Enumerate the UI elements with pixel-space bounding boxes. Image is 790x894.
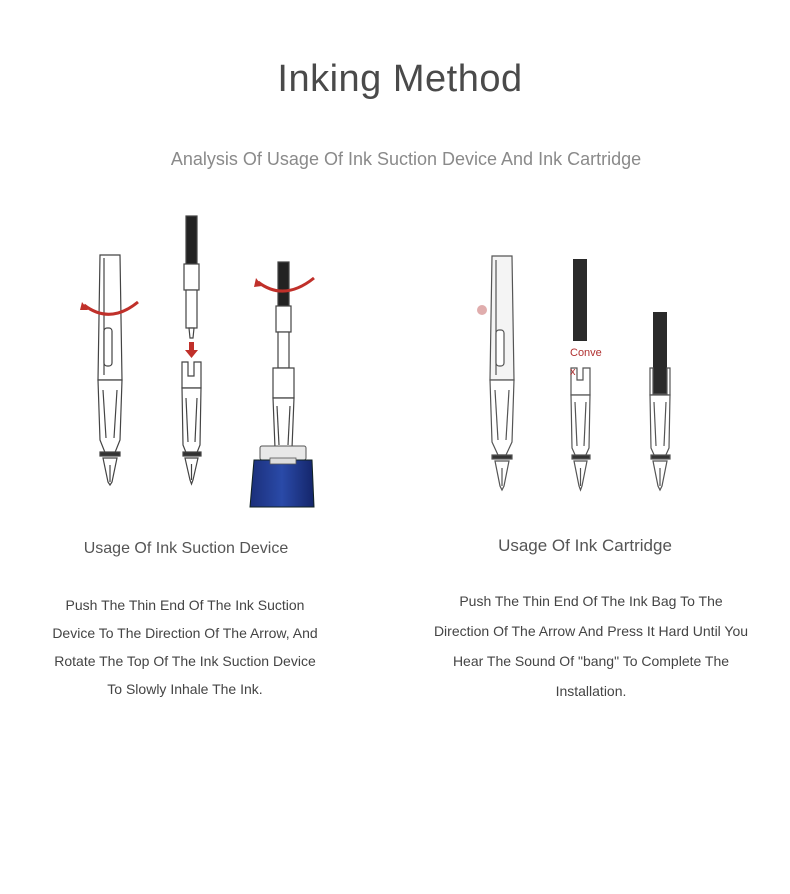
- cartridge-line: Installation.: [555, 683, 627, 699]
- down-arrow-icon: [185, 342, 198, 358]
- suction-line: Device To The Direction Of The Arrow, And: [52, 625, 318, 641]
- converter-icon: [184, 216, 199, 338]
- cartridge-line: Hear The Sound Of "bang" To Complete The: [452, 653, 730, 669]
- converter-label: Conve: [570, 347, 602, 359]
- converter-label-suffix: x: [570, 366, 576, 378]
- pen-icon: [571, 368, 590, 490]
- cartridge-description: [405, 586, 777, 706]
- cartridge-line: Push The Thin End Of The Ink Bag To The: [459, 593, 723, 609]
- pen-icon: [98, 255, 122, 485]
- cartridge-line: Direction Of The Arrow And Press It Hard Until You: [433, 623, 749, 639]
- ink-bottle-icon: [250, 446, 314, 507]
- suction-line: Rotate The Top Of The Ink Suction Device: [54, 653, 316, 669]
- suction-line: Push The Thin End Of The Ink Suction: [65, 597, 305, 613]
- suction-line: To Slowly Inhale The Ink.: [107, 681, 263, 697]
- suction-illustration: [70, 210, 330, 515]
- page-subtitle: Analysis Of Usage Of Ink Suction Device And Ink Cartridge: [170, 149, 642, 169]
- cartridge-illustration: [470, 250, 690, 500]
- cartridge-title: Usage Of Ink Cartridge: [498, 536, 672, 555]
- pen-icon: [182, 362, 201, 484]
- page-title: Inking Method: [277, 58, 523, 100]
- ink-cartridge-icon: [653, 312, 667, 394]
- ink-cartridge-icon: [573, 259, 587, 341]
- suction-description: [20, 591, 350, 703]
- suction-title: Usage Of Ink Suction Device: [83, 540, 289, 557]
- pen-icon: [490, 256, 514, 490]
